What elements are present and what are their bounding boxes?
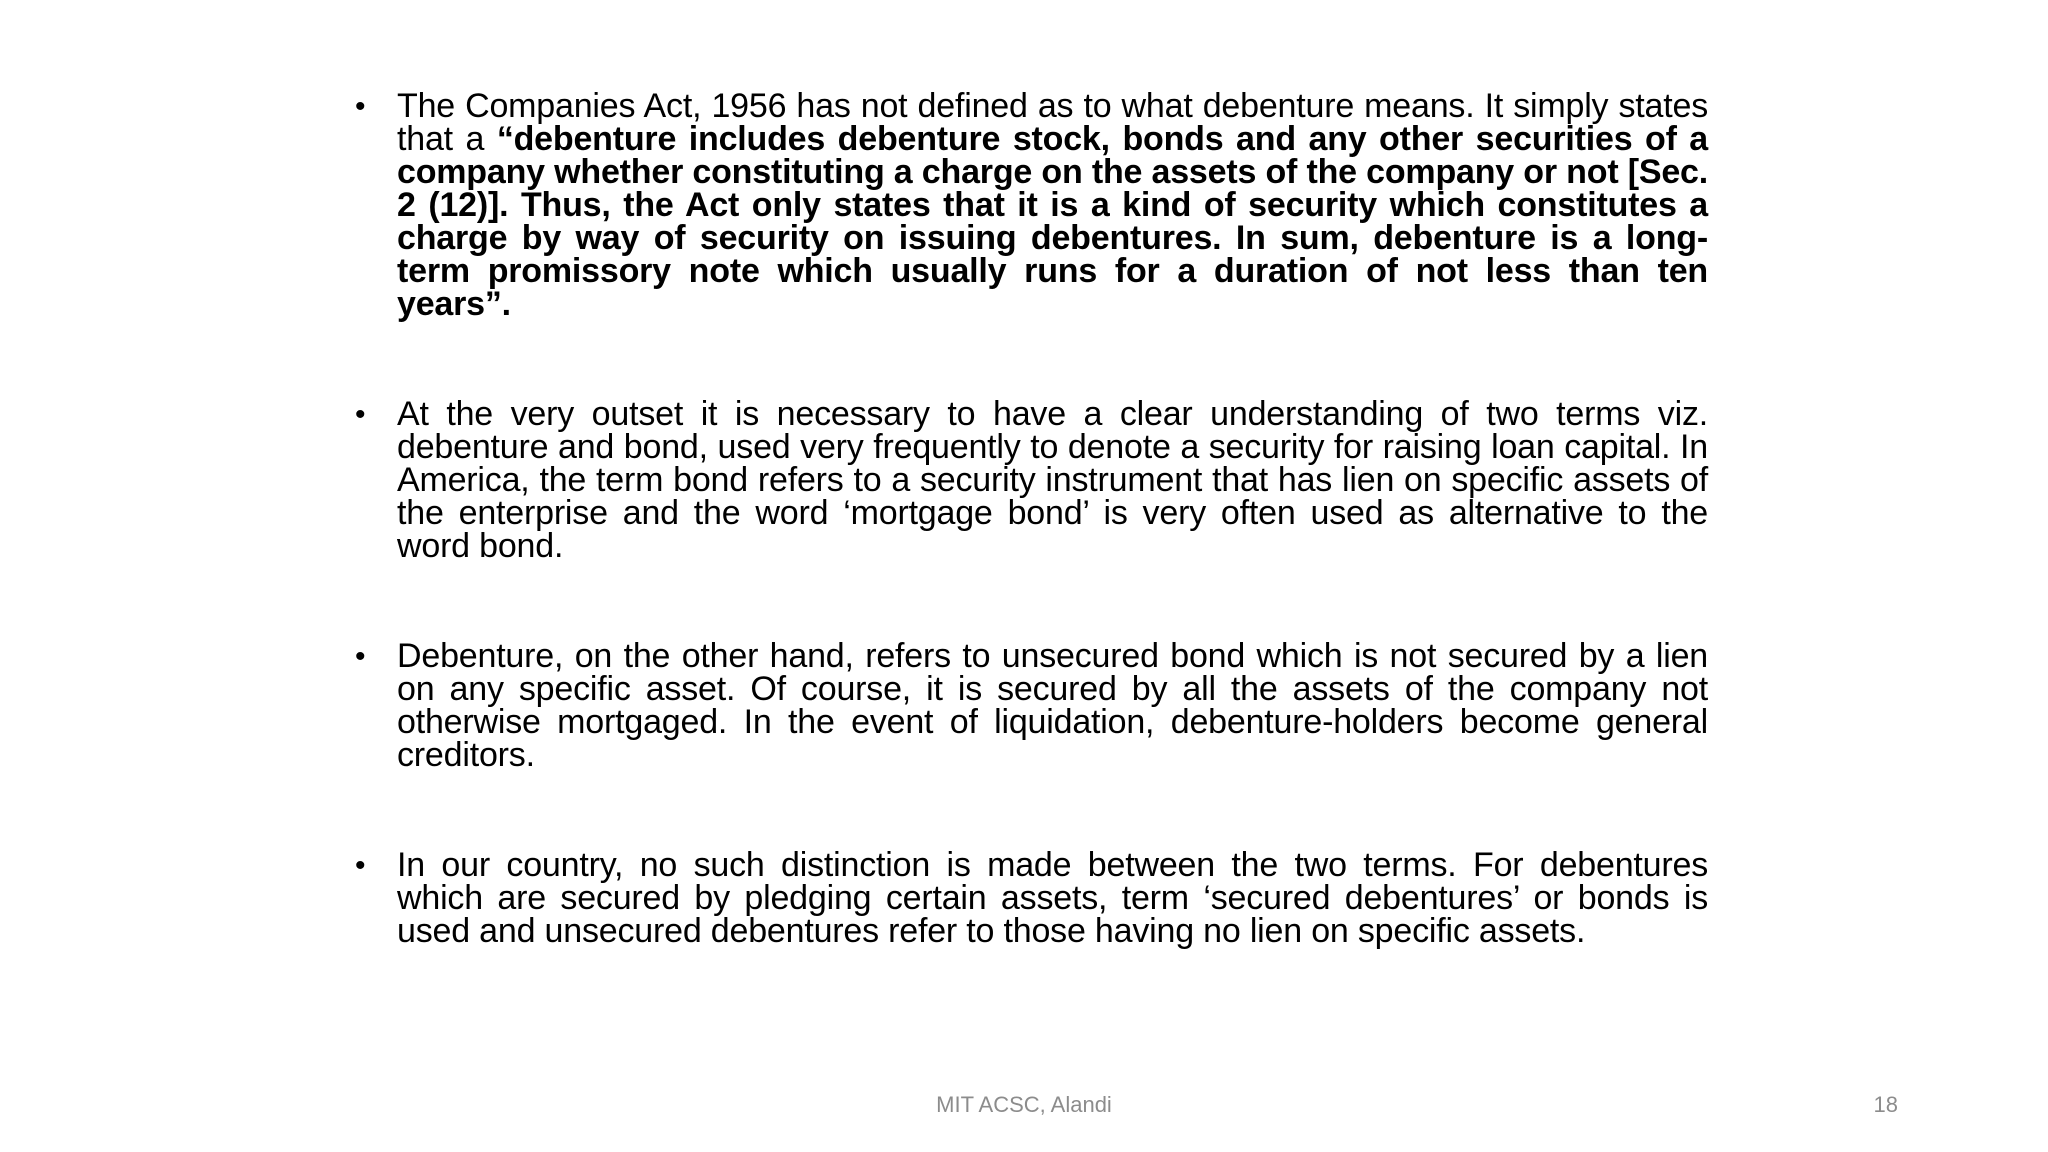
bullet-text: Debenture, on the other hand, refers to unsecured bond which is not secured by a lien on any specific asset. Of course, it is secured by all the assets of the company not otherwise mortgaged. In the event of liquidation, debenture-holders become general creditors. (397, 637, 1708, 774)
bullet-item-our-country (355, 846, 1708, 950)
bullet-item-unsecured-bond (355, 637, 1708, 774)
slide-body (355, 87, 1708, 950)
slide-number: 18 (1873, 1092, 1898, 1117)
footer-institution: MIT ACSC, Alandi (936, 1092, 1112, 1117)
bullet-text-bold-quote: “debenture includes debenture stock, bonds and any other securities of a company whether constituting a charge on the assets of the company or not [Sec. 2 (12)]. Thus, the Act only states that it is a kind of security which constitutes a charge by way of security on issuing debentures. In sum, debenture is a long-term promissory note which usually runs for a duration of not less than ten years”. (397, 120, 1708, 323)
bullet-icon: • (355, 398, 366, 431)
bullet-item-debenture-vs-bond (355, 395, 1708, 565)
bullet-text: In our country, no such distinction is made between the two terms. For debentures which are secured by pledging certain assets, term ‘secured debentures’ or bonds is used and unsecured debentures refer to those having no lien on specific assets. (397, 846, 1708, 950)
bullet-icon: • (355, 849, 366, 882)
bullet-text: At the very outset it is necessary to have a clear understanding of two terms viz. debenture and bond, used very frequently to denote a security for raising loan capital. In America, the term bond refers to a security instrument that has lien on specific assets of the enterprise and the word ‘mortgage bond’ is very often used as alternative to the word bond. (397, 395, 1708, 565)
bullet-text-lead: The Companies Act, 1956 has not defined as to what debenture means. It simply states that a (397, 87, 1708, 158)
bullet-icon: • (355, 90, 366, 123)
bullet-item-definition (355, 87, 1708, 323)
bullet-icon: • (355, 640, 366, 673)
